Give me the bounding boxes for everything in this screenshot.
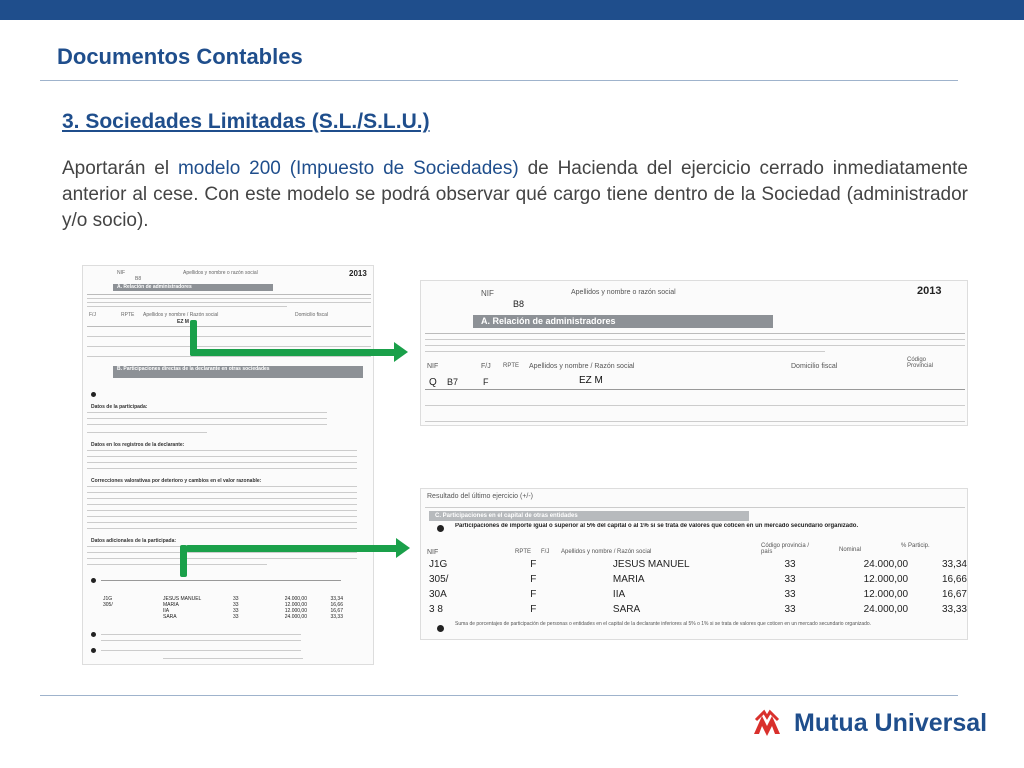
cell-pct: 33,34 bbox=[330, 596, 343, 602]
cell-nif: 305/ bbox=[429, 574, 449, 585]
top-form-bar-admins: A. Relación de administradores bbox=[473, 315, 773, 328]
bottom-form-col-rpte: RPTE bbox=[515, 549, 532, 555]
cell-pct: 16,66 bbox=[941, 574, 967, 585]
left-form-label-adicionales: Datos adicionales de la participada: bbox=[91, 538, 177, 544]
cell-code: 33 bbox=[233, 608, 239, 614]
footer-divider bbox=[40, 695, 958, 696]
body-text-part-1: Aportarán el bbox=[62, 158, 178, 179]
bottom-form-participants-table bbox=[429, 557, 967, 617]
mutua-universal-logo bbox=[752, 708, 987, 738]
cell-pct: 16,66 bbox=[330, 602, 343, 608]
left-form-bullet-3 bbox=[91, 632, 96, 637]
cell-fj: F bbox=[530, 589, 537, 600]
cell-nominal: 12.000,00 bbox=[284, 602, 307, 608]
left-form-bullet-2 bbox=[91, 578, 96, 583]
left-form-col-name: Apellidos y nombre / Razón social bbox=[143, 312, 219, 318]
body-text-part-2: de Hacienda del ejercicio cerrado inmediatamente anterior al cese. Con este modelo se podrá observar qué cargo tiene dentro de la Sociedad (administrador y/o socio). bbox=[62, 158, 968, 231]
cell-pct: 16,67 bbox=[941, 589, 967, 600]
table-row bbox=[429, 557, 967, 572]
left-form-label-registros: Datos en los registros de la declarante: bbox=[91, 442, 185, 448]
cell-name: JESUS MANUEL bbox=[163, 596, 202, 602]
top-form-row-f: F bbox=[483, 377, 489, 387]
top-form-col-rpte: RPTE bbox=[503, 363, 520, 369]
arrow-to-admins-icon bbox=[190, 320, 420, 380]
bottom-form-result-label: Resultado del último ejercicio (+/-) bbox=[427, 493, 534, 500]
cell-nif: 30A bbox=[429, 589, 447, 600]
left-form-label-correcciones: Correcciones valorativas por deterioro y cambios en el valor razonable: bbox=[91, 478, 262, 484]
top-form-row-q: Q bbox=[429, 377, 437, 388]
cell-code: 33 bbox=[233, 596, 239, 602]
bottom-form-col-nominal: Nominal bbox=[839, 547, 862, 553]
arrow-to-participaciones-icon bbox=[180, 540, 420, 580]
cell-name: SARA bbox=[163, 614, 177, 620]
cell-pct: 16,67 bbox=[330, 608, 343, 614]
top-form-col-domicilio: Domicilio fiscal bbox=[791, 363, 838, 370]
top-form-col-nif: NIF bbox=[427, 363, 439, 370]
top-form-nif-value: B8 bbox=[513, 299, 525, 309]
cell-code: 33 bbox=[784, 589, 796, 600]
cell-nif bbox=[103, 614, 143, 620]
cell-name: JESUS MANUEL bbox=[612, 559, 690, 570]
table-row bbox=[429, 602, 967, 617]
left-form-bar-participaciones: B. Participaciones directas de la declarante en otras sociedades bbox=[113, 366, 363, 378]
left-form-bar-admins: A. Relación de administradores bbox=[113, 284, 273, 291]
bottom-form-heading: Participaciones de importe igual o superior al 5% del capital o al 1% si se trata de valores que coticen en un mercado secundario organizado. bbox=[455, 523, 859, 529]
top-form-admin-name: EZ M bbox=[579, 375, 603, 386]
cell-nominal: 24.000,00 bbox=[284, 596, 307, 602]
cell-pct: 33,33 bbox=[330, 614, 343, 620]
bottom-form-col-fj: F/J bbox=[541, 549, 550, 555]
top-form-col-codigo: Código Provincial bbox=[907, 357, 934, 369]
left-form-participants-table bbox=[103, 596, 343, 620]
body-text-highlight: modelo 200 (Impuesto de Sociedades) bbox=[177, 158, 519, 179]
mutua-universal-logo-icon bbox=[752, 708, 786, 738]
left-form-bullet-1 bbox=[91, 392, 96, 397]
left-form-col-rpte: RPTE bbox=[121, 312, 135, 318]
cell-pct: 33,33 bbox=[941, 604, 967, 615]
top-form-name-label: Apellidos y nombre o razón social bbox=[571, 289, 676, 296]
cell-nif: J1G bbox=[429, 559, 448, 570]
cell-name: IIA bbox=[612, 589, 626, 600]
cell-fj: F bbox=[530, 559, 537, 570]
cell-nominal: 24.000,00 bbox=[863, 559, 909, 570]
left-form-name-label: Apellidos y nombre o razón social bbox=[183, 270, 258, 276]
left-form-col-fj: F/J bbox=[89, 312, 96, 318]
top-bar bbox=[0, 0, 1024, 20]
cell-code: 33 bbox=[784, 559, 796, 570]
section-title: 3. Sociedades Limitadas (S.L./S.L.U.) bbox=[62, 110, 430, 133]
cell-nominal: 24.000,00 bbox=[284, 614, 307, 620]
cell-name: MARIA bbox=[163, 602, 179, 608]
cell-fj: F bbox=[530, 574, 537, 585]
top-form-nif-label: NIF bbox=[481, 289, 494, 298]
left-form-bullet-4 bbox=[91, 648, 96, 653]
bottom-form-col-name: Apellidos y nombre / Razón social bbox=[561, 549, 652, 555]
bottom-form-bullet-2 bbox=[437, 625, 444, 632]
left-form-col-domicilio: Domicilio fiscal bbox=[295, 312, 329, 318]
bottom-form-footer-note: Suma de porcentajes de participación de personas o entidades en el capital de la declarante inferiores al 5% o 1% si se trata de valores que coticen en un mercado secundario organizado. bbox=[455, 621, 872, 627]
cell-code: 33 bbox=[784, 604, 796, 615]
body-paragraph bbox=[62, 156, 968, 234]
top-form-col-fj: F/J bbox=[481, 363, 491, 370]
cell-name: IIA bbox=[163, 608, 170, 614]
cell-code: 33 bbox=[233, 614, 239, 620]
left-form-nif-value: B8 bbox=[135, 276, 142, 282]
table-row bbox=[429, 572, 967, 587]
left-form-label-datos: Datos de la participada: bbox=[91, 404, 148, 410]
cell-nominal: 12.000,00 bbox=[863, 589, 909, 600]
cell-fj: F bbox=[530, 604, 537, 615]
cell-nominal: 12.000,00 bbox=[863, 574, 909, 585]
bottom-form-col-codigo: Código provincia / país bbox=[761, 543, 810, 555]
scanned-form-participaciones-zoom bbox=[420, 488, 968, 640]
table-row bbox=[429, 587, 967, 602]
bottom-form-col-pct: % Particip. bbox=[901, 543, 930, 549]
top-form-row-b7: B7 bbox=[447, 377, 459, 387]
cell-nif: 305/ bbox=[103, 602, 113, 608]
cell-pct: 33,34 bbox=[941, 559, 967, 570]
cell-code: 33 bbox=[233, 602, 239, 608]
bottom-form-col-nif: NIF bbox=[427, 549, 439, 556]
cell-nif: J1G bbox=[103, 596, 113, 602]
cell-nif: 3 8 bbox=[429, 604, 443, 615]
cell-code: 33 bbox=[784, 574, 796, 585]
cell-nominal: 12.000,00 bbox=[284, 608, 307, 614]
top-form-col-name: Apellidos y nombre / Razón social bbox=[529, 363, 635, 370]
mutua-universal-logo-text: Mutua Universal bbox=[794, 708, 988, 737]
bottom-form-bar: C. Participaciones en el capital de otras entidades bbox=[429, 511, 749, 521]
table-row bbox=[103, 614, 343, 620]
cell-nominal: 24.000,00 bbox=[863, 604, 909, 615]
left-form-nif-label: NIF bbox=[117, 270, 126, 276]
header-divider bbox=[40, 80, 958, 81]
cell-name: SARA bbox=[612, 604, 641, 615]
bottom-form-bullet-1 bbox=[437, 525, 444, 532]
cell-name: MARIA bbox=[612, 574, 645, 585]
scanned-form-admins-zoom bbox=[420, 280, 968, 426]
left-form-admin-name: EZ M bbox=[177, 319, 189, 325]
page-title: Documentos Contables bbox=[57, 44, 303, 69]
top-form-year: 2013 bbox=[917, 285, 942, 297]
left-form-year: 2013 bbox=[349, 269, 367, 278]
